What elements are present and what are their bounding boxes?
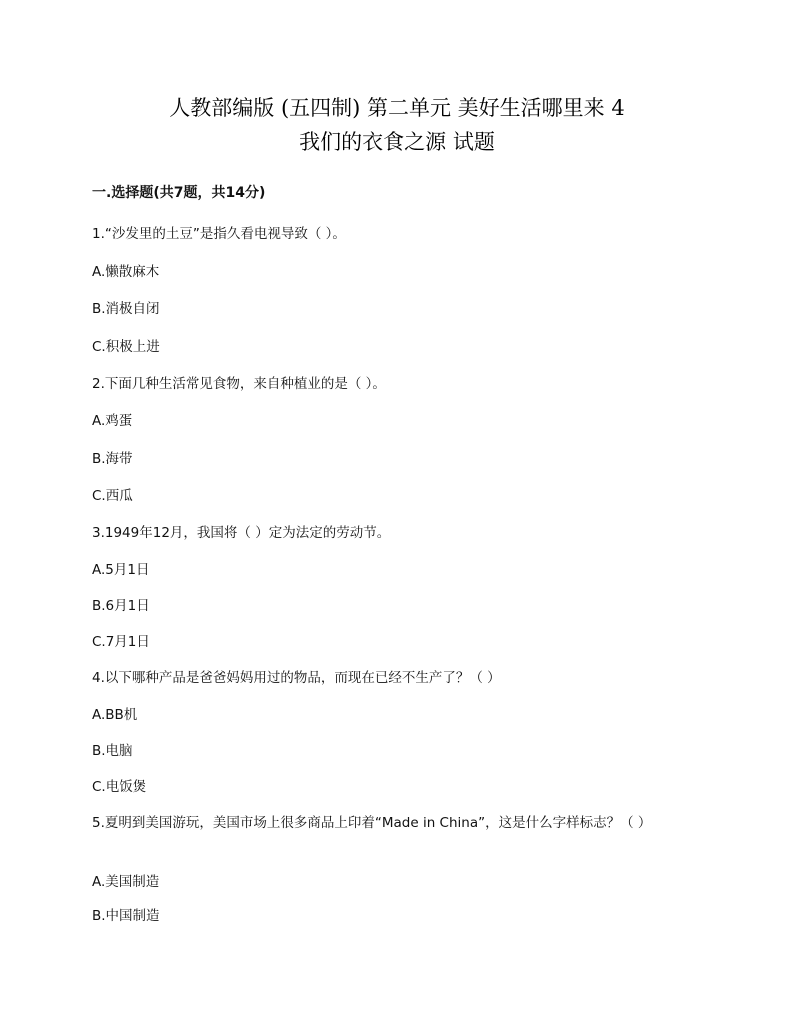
question-1-option-a: A.懒散麻木 (92, 264, 160, 280)
question-4-option-b: B.电脑 (92, 743, 133, 759)
question-1-option-b: B.消极自闭 (92, 301, 160, 317)
question-5-stem: 5.夏明到美国游玩，美国市场上很多商品上印着“Made in China”，这是什么字样标志？（ ） (92, 815, 652, 831)
question-4-option-c: C.电饭煲 (92, 779, 147, 795)
question-3-stem: 3.1949年12月，我国将（ ）定为法定的劳动节。 (92, 525, 391, 541)
question-3-option-a: A.5月1日 (92, 562, 150, 578)
question-3-option-c: C.7月1日 (92, 634, 150, 650)
question-1-stem: 1.“沙发里的土豆”是指久看电视导致（ ）。 (92, 226, 346, 242)
question-2-option-b: B.海带 (92, 451, 133, 467)
document-title-line-2: 我们的衣食之源 试题 (299, 130, 495, 154)
question-2-option-a: A.鸡蛋 (92, 413, 133, 429)
question-4-stem: 4.以下哪种产品是爸爸妈妈用过的物品，而现在已经不生产了？（ ） (92, 670, 501, 686)
question-3-option-b: B.6月1日 (92, 598, 150, 614)
question-2-stem: 2.下面几种生活常见食物，来自种植业的是（ ）。 (92, 376, 386, 392)
question-5-option-a: A.美国制造 (92, 874, 160, 890)
question-2-option-c: C.西瓜 (92, 488, 133, 504)
question-4-option-a: A.BB机 (92, 707, 138, 723)
section-heading: 一.选择题(共7题，共14分) (92, 185, 266, 201)
document-title-line-1: 人教部编版 (五四制) 第二单元 美好生活哪里来 4 (169, 96, 625, 120)
question-1-option-c: C.积极上进 (92, 339, 160, 355)
question-5-option-b: B.中国制造 (92, 908, 160, 924)
